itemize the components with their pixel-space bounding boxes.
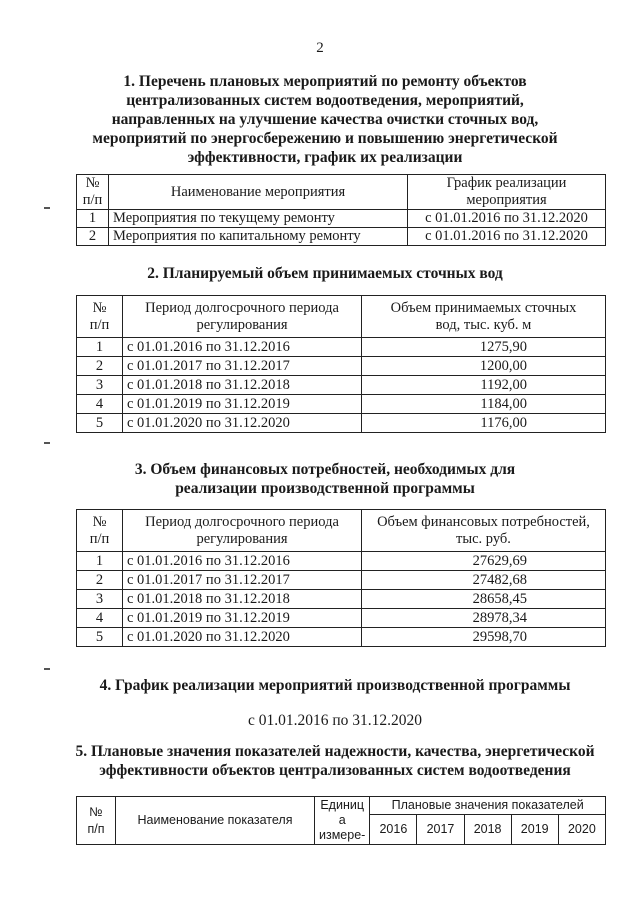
section4-period: с 01.01.2016 по 31.12.2020 bbox=[247, 712, 423, 729]
cell-num: 3 bbox=[77, 376, 123, 395]
header-schedule-line2: мероприятия bbox=[466, 192, 547, 208]
section3-title bbox=[60, 460, 590, 498]
page-number: 2 bbox=[316, 40, 324, 56]
header-num bbox=[77, 510, 123, 552]
cell-value: 1192,00 bbox=[362, 376, 606, 395]
header-period bbox=[123, 296, 362, 338]
cell-period: с 01.01.2017 по 31.12.2017 bbox=[123, 357, 362, 376]
section5-title bbox=[40, 742, 630, 780]
header-num bbox=[77, 175, 109, 210]
header-period bbox=[123, 510, 362, 552]
section1-title-line: 1. Перечень плановых мероприятий по ремонту объектов bbox=[123, 73, 527, 90]
cell-value: 1200,00 bbox=[362, 357, 606, 376]
header-value bbox=[362, 510, 606, 552]
section1-title-line: направленных на улучшение качества очистки сточных вод, bbox=[111, 111, 539, 128]
cell-value: 27482,68 bbox=[362, 571, 606, 590]
cell-name: Мероприятия по текущему ремонту bbox=[109, 210, 408, 228]
cell-period: с 01.01.2020 по 31.12.2020 bbox=[123, 414, 362, 433]
table-row bbox=[77, 210, 606, 228]
cell-num: 5 bbox=[77, 628, 123, 647]
header-value-line1: Объем финансовых потребностей, bbox=[377, 513, 590, 530]
header-unit-line1: Единиц bbox=[320, 798, 364, 812]
cell-num: 2 bbox=[77, 357, 123, 376]
table-row bbox=[77, 395, 606, 414]
margin-mark bbox=[44, 207, 50, 209]
header-year: 2020 bbox=[558, 815, 605, 845]
section4-title: 4. График реализации мероприятий производственной программы bbox=[99, 677, 571, 694]
header-value-line2: вод, тыс. куб. м bbox=[435, 316, 532, 333]
cell-period: с 01.01.2019 по 31.12.2019 bbox=[123, 609, 362, 628]
cell-value: 29598,70 bbox=[362, 628, 606, 647]
header-planned: Плановые значения показателей bbox=[370, 797, 606, 815]
header-num-line2: п/п bbox=[89, 530, 110, 547]
section1-title bbox=[60, 72, 590, 167]
header-period-line1: Период долгосрочного периода bbox=[145, 513, 339, 530]
header-num-line1: № bbox=[85, 175, 100, 191]
header-value bbox=[362, 296, 606, 338]
cell-period: с 01.01.2016 по 31.12.2016 bbox=[123, 338, 362, 357]
header-num-line2: п/п bbox=[87, 821, 105, 836]
cell-value: 1184,00 bbox=[362, 395, 606, 414]
cell-value: 27629,69 bbox=[362, 552, 606, 571]
table-row bbox=[77, 628, 606, 647]
header-num bbox=[77, 296, 123, 338]
header-period-line2: регулирования bbox=[196, 316, 288, 333]
cell-period: с 01.01.2020 по 31.12.2020 bbox=[123, 628, 362, 647]
cell-value: 28978,34 bbox=[362, 609, 606, 628]
table-row bbox=[77, 338, 606, 357]
table-header-row bbox=[77, 175, 606, 210]
cell-num: 1 bbox=[77, 338, 123, 357]
section1-table bbox=[76, 174, 606, 246]
table-row bbox=[77, 590, 606, 609]
section1-title-line: эффективности, график их реализации bbox=[187, 149, 463, 166]
cell-period: с 01.01.2019 по 31.12.2019 bbox=[123, 395, 362, 414]
header-year: 2019 bbox=[511, 815, 558, 845]
table-row bbox=[77, 571, 606, 590]
header-year: 2017 bbox=[417, 815, 464, 845]
header-value-line2: тыс. руб. bbox=[456, 530, 511, 547]
section5-table bbox=[76, 796, 606, 845]
header-num-line1: № bbox=[89, 804, 103, 819]
table-header-row bbox=[77, 797, 606, 815]
cell-num: 2 bbox=[77, 228, 109, 246]
cell-schedule: с 01.01.2016 по 31.12.2020 bbox=[408, 228, 606, 246]
header-period-line2: регулирования bbox=[196, 530, 288, 547]
header-num-line1: № bbox=[92, 513, 107, 530]
cell-period: с 01.01.2018 по 31.12.2018 bbox=[123, 590, 362, 609]
header-unit bbox=[315, 797, 370, 845]
cell-value: 1176,00 bbox=[362, 414, 606, 433]
header-num-line2: п/п bbox=[89, 316, 110, 333]
section5-title-line: эффективности объектов централизованных систем водоотведения bbox=[99, 762, 571, 779]
cell-num: 2 bbox=[77, 571, 123, 590]
margin-mark bbox=[44, 668, 50, 670]
table-row bbox=[77, 552, 606, 571]
cell-num: 1 bbox=[77, 210, 109, 228]
cell-num: 5 bbox=[77, 414, 123, 433]
cell-period: с 01.01.2018 по 31.12.2018 bbox=[123, 376, 362, 395]
margin-mark bbox=[44, 442, 50, 444]
table-row bbox=[77, 609, 606, 628]
section1-title-line: мероприятий по энергосбережению и повышению энергетической bbox=[92, 130, 558, 147]
table-header-row bbox=[77, 296, 606, 338]
cell-value: 28658,45 bbox=[362, 590, 606, 609]
section5-title-line: 5. Плановые значения показателей надежности, качества, энергетической bbox=[75, 743, 595, 760]
cell-num: 3 bbox=[77, 590, 123, 609]
cell-num: 4 bbox=[77, 609, 123, 628]
cell-name: Мероприятия по капитальному ремонту bbox=[109, 228, 408, 246]
cell-num: 4 bbox=[77, 395, 123, 414]
header-unit-line3: измере- bbox=[319, 828, 366, 842]
section1-title-line: централизованных систем водоотведения, мероприятий, bbox=[126, 92, 524, 109]
cell-num: 1 bbox=[77, 552, 123, 571]
header-year: 2018 bbox=[464, 815, 511, 845]
header-num bbox=[77, 797, 116, 845]
section3-table bbox=[76, 509, 606, 647]
header-year: 2016 bbox=[370, 815, 417, 845]
cell-period: с 01.01.2017 по 31.12.2017 bbox=[123, 571, 362, 590]
section3-title-line: реализации производственной программы bbox=[175, 480, 475, 497]
section2-table bbox=[76, 295, 606, 433]
header-name: Наименование мероприятия bbox=[109, 175, 408, 210]
header-schedule-line1: График реализации bbox=[446, 175, 567, 191]
cell-value: 1275,90 bbox=[362, 338, 606, 357]
cell-schedule: с 01.01.2016 по 31.12.2020 bbox=[408, 210, 606, 228]
header-name: Наименование показателя bbox=[116, 797, 315, 845]
header-schedule bbox=[408, 175, 606, 210]
section3-title-line: 3. Объем финансовых потребностей, необходимых для bbox=[134, 461, 516, 478]
section2-title: 2. Планируемый объем принимаемых сточных вод bbox=[147, 265, 503, 282]
header-num-line1: № bbox=[92, 299, 107, 316]
cell-period: с 01.01.2016 по 31.12.2016 bbox=[123, 552, 362, 571]
table-row bbox=[77, 376, 606, 395]
header-period-line1: Период долгосрочного периода bbox=[145, 299, 339, 316]
header-value-line1: Объем принимаемых сточных bbox=[390, 299, 577, 316]
table-header-row bbox=[77, 510, 606, 552]
header-num-line2: п/п bbox=[82, 192, 103, 208]
table-row bbox=[77, 228, 606, 246]
table-row bbox=[77, 414, 606, 433]
header-unit-line2: а bbox=[338, 813, 346, 827]
table-row bbox=[77, 357, 606, 376]
